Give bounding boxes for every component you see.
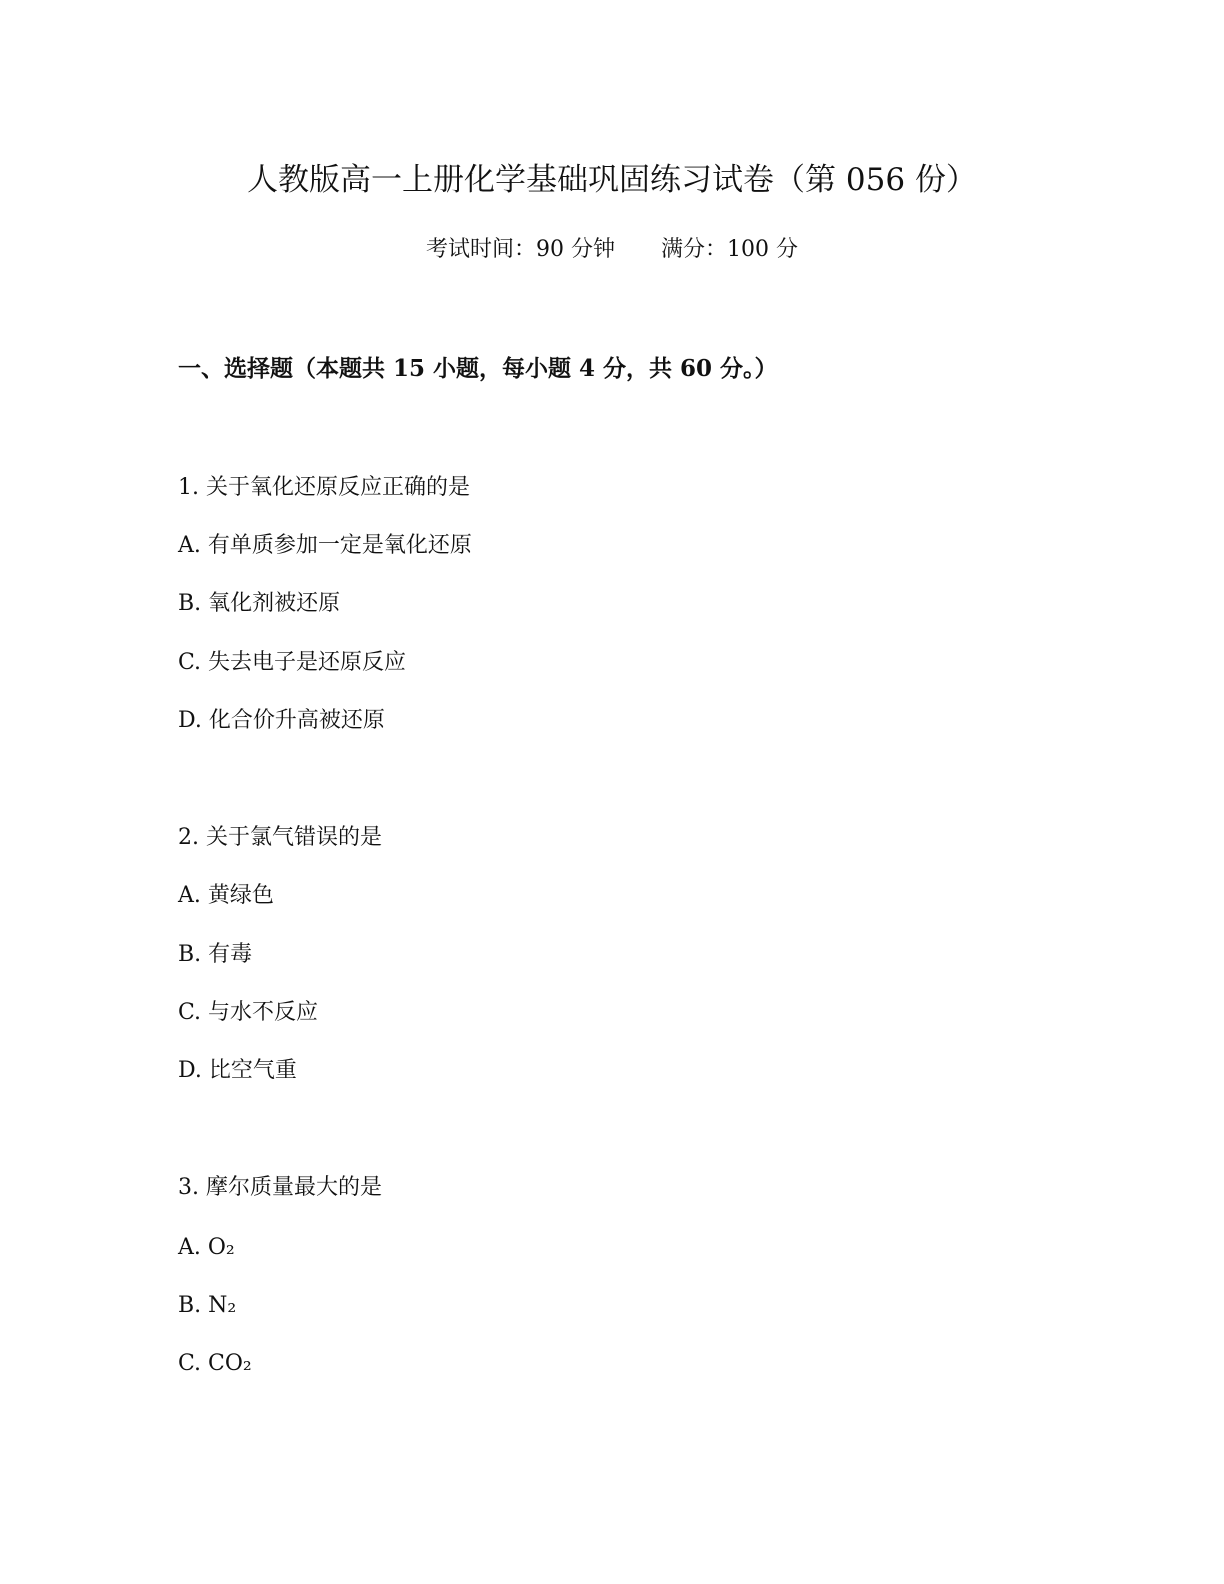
option-item: B. N₂ bbox=[178, 1293, 237, 1318]
full-score: 满分：100 分 bbox=[661, 237, 798, 262]
section-heading: 一、选择题（本题共 15 小题，每小题 4 分，共 60 分。） bbox=[178, 355, 778, 382]
question-stem: 1. 关于氧化还原反应正确的是 bbox=[178, 475, 470, 500]
option-item: D. 化合价升高被还原 bbox=[178, 708, 385, 733]
option-item: C. CO₂ bbox=[178, 1351, 252, 1376]
document-title: 人教版高一上册化学基础巩固练习试卷（第 056 份） bbox=[247, 162, 977, 198]
option-item: C. 失去电子是还原反应 bbox=[178, 650, 407, 675]
option-item: A. 有单质参加一定是氧化还原 bbox=[178, 533, 472, 558]
option-item: A. O₂ bbox=[178, 1235, 235, 1260]
exam-time: 考试时间：90 分钟 bbox=[426, 237, 615, 262]
option-item: D. 比空气重 bbox=[178, 1058, 297, 1083]
option-item: A. 黄绿色 bbox=[178, 883, 274, 908]
exam-info bbox=[0, 234, 1224, 266]
option-item: C. 与水不反应 bbox=[178, 1000, 319, 1025]
question-stem: 3. 摩尔质量最大的是 bbox=[178, 1175, 382, 1200]
option-item: B. 氧化剂被还原 bbox=[178, 591, 341, 616]
option-item: B. 有毒 bbox=[178, 942, 253, 967]
question-stem: 2. 关于氯气错误的是 bbox=[178, 825, 382, 850]
